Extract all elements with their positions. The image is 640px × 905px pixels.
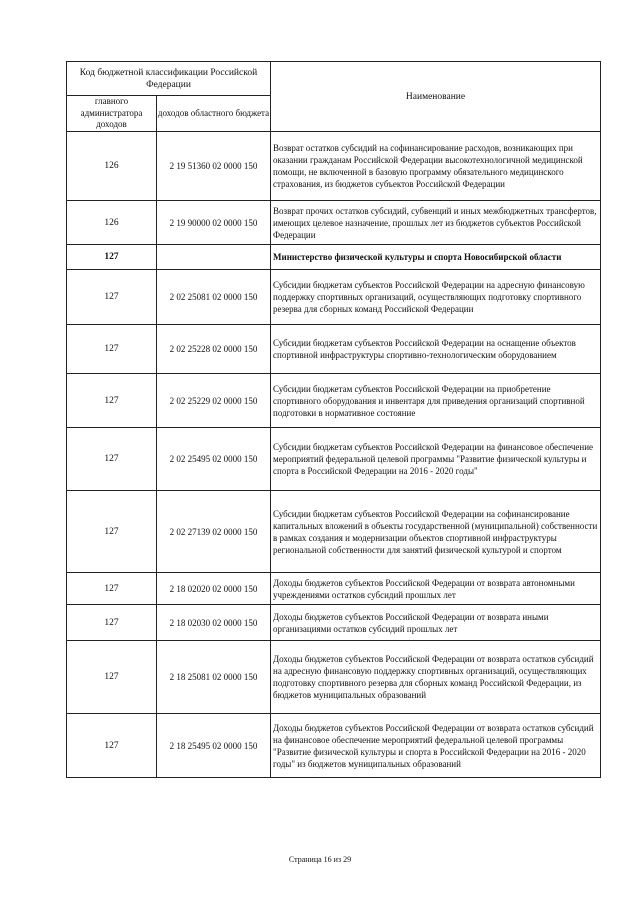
table-row (67, 270, 601, 325)
name-cell: Доходы бюджетов субъектов Российской Федерации от возврата иными организациями остатков субсидий прошлых лет (271, 605, 601, 641)
income-code-cell: 2 02 25495 02 0000 150 (157, 428, 271, 491)
income-code-cell (157, 245, 271, 270)
name-cell: Субсидии бюджетам субъектов Российской Федерации на софинансирование капитальных вложений в объекты государственной (муниципальной) собственности в рамках создания и модернизации объектов спортивной инфраструктуры региональной собственности для занятий физической культурой и спортом (271, 491, 601, 573)
table-row (67, 132, 601, 201)
header-income: доходов областного бюджета (157, 96, 271, 132)
table-row (67, 573, 601, 605)
admin-code-cell: 127 (67, 714, 157, 778)
table-row (67, 605, 601, 641)
income-code-cell: 2 02 25081 02 0000 150 (157, 270, 271, 325)
income-code-cell: 2 18 25081 02 0000 150 (157, 641, 271, 714)
income-code-cell: 2 18 02030 02 0000 150 (157, 605, 271, 641)
income-code-cell: 2 02 27139 02 0000 150 (157, 491, 271, 573)
admin-code-cell: 127 (67, 428, 157, 491)
name-cell: Субсидии бюджетам субъектов Российской Федерации на финансовое обеспечение мероприятий федеральной целевой программы "Развитие физической культуры и спорта в Российской Федерации на 2016 - 2020 годы" (271, 428, 601, 491)
admin-code-cell: 127 (67, 641, 157, 714)
name-cell: Возврат остатков субсидий на софинансирование расходов, возникающих при оказании гражданам Российской Федерации высокотехнологичной медицинской помощи, не включенной в базовую программу обязательного медицинского страхования, из бюджетов субъектов Российской Федерации (271, 132, 601, 201)
table-row-ministry (67, 245, 601, 270)
table-row (67, 201, 601, 245)
table-row (67, 325, 601, 374)
income-code-cell: 2 19 90000 02 0000 150 (157, 201, 271, 245)
admin-code-cell: 127 (67, 605, 157, 641)
table-row (67, 428, 601, 491)
table-row (67, 491, 601, 573)
ministry-name-cell: Министерство физической культуры и спорта Новосибирской области (271, 245, 601, 270)
name-cell: Доходы бюджетов субъектов Российской Федерации от возврата остатков субсидий на финансовое обеспечение мероприятий федеральной целевой программы "Развитие физической культуры и спорта в Российской Федерации на 2016 - 2020 годы" из бюджетов муниципальных образований (271, 714, 601, 778)
income-code-cell: 2 19 51360 02 0000 150 (157, 132, 271, 201)
budget-classification-table (66, 61, 601, 778)
table-row (67, 374, 601, 428)
name-cell: Субсидии бюджетам субъектов Российской Федерации на оснащение объектов спортивной инфраструктуры спортивно-технологическим оборудованием (271, 325, 601, 374)
income-code-cell: 2 02 25229 02 0000 150 (157, 374, 271, 428)
income-code-cell: 2 18 25495 02 0000 150 (157, 714, 271, 778)
header-name: Наименование (271, 62, 601, 132)
income-code-cell: 2 02 25228 02 0000 150 (157, 325, 271, 374)
header-admin: главного администратора доходов (67, 96, 157, 132)
admin-code-cell: 127 (67, 270, 157, 325)
admin-code-cell: 127 (67, 245, 157, 270)
name-cell: Возврат прочих остатков субсидий, субвенций и иных межбюджетных трансфертов, имеющих целевое назначение, прошлых лет из бюджетов субъектов Российской Федерации (271, 201, 601, 245)
name-cell: Субсидии бюджетам субъектов Российской Федерации на адресную финансовую поддержку спортивных организаций, осуществляющих подготовку спортивного резерва для сборных команд Российской Федерации (271, 270, 601, 325)
admin-code-cell: 127 (67, 573, 157, 605)
table-row (67, 714, 601, 778)
admin-code-cell: 127 (67, 491, 157, 573)
admin-code-cell: 127 (67, 325, 157, 374)
header-code-group: Код бюджетной классификации Российской Федерации (67, 62, 271, 96)
page-number: Страница 16 из 29 (288, 855, 352, 864)
table-row (67, 641, 601, 714)
admin-code-cell: 126 (67, 132, 157, 201)
name-cell: Доходы бюджетов субъектов Российской Федерации от возврата автономными учреждениями остатков субсидий прошлых лет (271, 573, 601, 605)
admin-code-cell: 127 (67, 374, 157, 428)
name-cell: Доходы бюджетов субъектов Российской Федерации от возврата остатков субсидий на адресную финансовую поддержку спортивных организаций, осуществляющих подготовку спортивного резерва для сборных команд Российской Федерации, из бюджетов муниципальных образований (271, 641, 601, 714)
name-cell: Субсидии бюджетам субъектов Российской Федерации на приобретение спортивного оборудования и инвентаря для приведения организаций спортивной подготовки в нормативное состояние (271, 374, 601, 428)
admin-code-cell: 126 (67, 201, 157, 245)
income-code-cell: 2 18 02020 02 0000 150 (157, 573, 271, 605)
